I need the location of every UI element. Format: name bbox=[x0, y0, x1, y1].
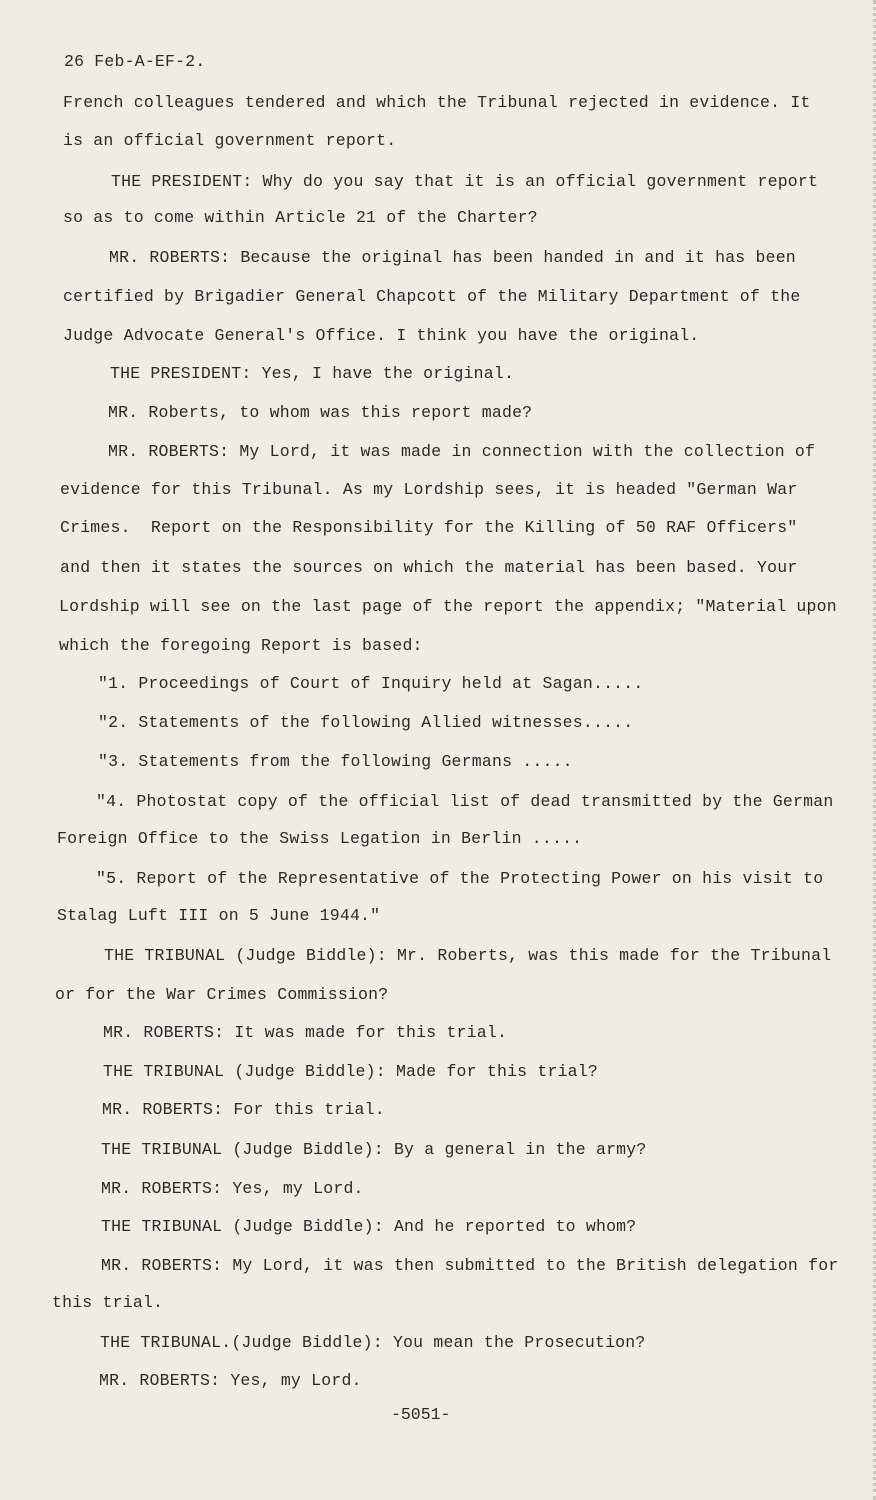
text-line: THE TRIBUNAL (Judge Biddle): By a general in the army? bbox=[101, 1140, 647, 1159]
text-line: "5. Report of the Representative of the Protecting Power on his visit to bbox=[96, 869, 824, 888]
text-line: "4. Photostat copy of the official list of dead transmitted by the German bbox=[96, 792, 834, 811]
text-line: Crimes. Report on the Responsibility for the Killing of 50 RAF Officers" bbox=[60, 518, 798, 537]
text-line: THE PRESIDENT: Yes, I have the original. bbox=[110, 364, 515, 383]
text-line: is an official government report. bbox=[63, 131, 397, 150]
text-line: THE TRIBUNAL.(Judge Biddle): You mean the Prosecution? bbox=[100, 1333, 646, 1352]
text-line: Lordship will see on the last page of the report the appendix; "Material upon bbox=[59, 597, 837, 616]
text-line: THE TRIBUNAL (Judge Biddle): Made for this trial? bbox=[103, 1062, 598, 1081]
text-line: this trial. bbox=[52, 1293, 164, 1312]
text-line: THE TRIBUNAL (Judge Biddle): And he reported to whom? bbox=[101, 1217, 637, 1236]
text-line: MR. ROBERTS: It was made for this trial. bbox=[103, 1023, 508, 1042]
text-line: MR. ROBERTS: Yes, my Lord. bbox=[101, 1179, 364, 1198]
text-line: so as to come within Article 21 of the Charter? bbox=[63, 208, 538, 227]
page-number: -5051- bbox=[391, 1405, 451, 1424]
text-line: and then it states the sources on which the material has been based. Your bbox=[60, 558, 798, 577]
text-line: Judge Advocate General's Office. I think you have the original. bbox=[63, 326, 700, 345]
text-line: or for the War Crimes Commission? bbox=[55, 985, 389, 1004]
text-line: Foreign Office to the Swiss Legation in Berlin ..... bbox=[57, 829, 583, 848]
text-line: MR. ROBERTS: My Lord, it was then submitted to the British delegation for bbox=[101, 1256, 839, 1275]
text-line: Stalag Luft III on 5 June 1944." bbox=[57, 906, 381, 925]
text-line: "3. Statements from the following Germans ..... bbox=[98, 752, 573, 771]
text-line: evidence for this Tribunal. As my Lordship sees, it is headed "German War bbox=[60, 480, 798, 499]
text-line: MR. ROBERTS: For this trial. bbox=[102, 1100, 385, 1119]
text-line: MR. ROBERTS: My Lord, it was made in connection with the collection of bbox=[108, 442, 816, 461]
text-line: THE TRIBUNAL (Judge Biddle): Mr. Roberts, was this made for the Tribunal bbox=[104, 946, 832, 965]
page-header: 26 Feb-A-EF-2. bbox=[64, 52, 206, 71]
text-line: "1. Proceedings of Court of Inquiry held at Sagan..... bbox=[98, 674, 644, 693]
text-line: MR. ROBERTS: Because the original has been handed in and it has been bbox=[109, 248, 796, 267]
text-line: "2. Statements of the following Allied witnesses..... bbox=[98, 713, 634, 732]
text-line: MR. ROBERTS: Yes, my Lord. bbox=[99, 1371, 362, 1390]
text-line: French colleagues tendered and which the Tribunal rejected in evidence. It bbox=[63, 93, 811, 112]
text-line: certified by Brigadier General Chapcott of the Military Department of the bbox=[63, 287, 801, 306]
text-line: MR. Roberts, to whom was this report made? bbox=[108, 403, 533, 422]
text-line: which the foregoing Report is based: bbox=[59, 636, 423, 655]
text-line: THE PRESIDENT: Why do you say that it is an official government report bbox=[111, 172, 819, 191]
